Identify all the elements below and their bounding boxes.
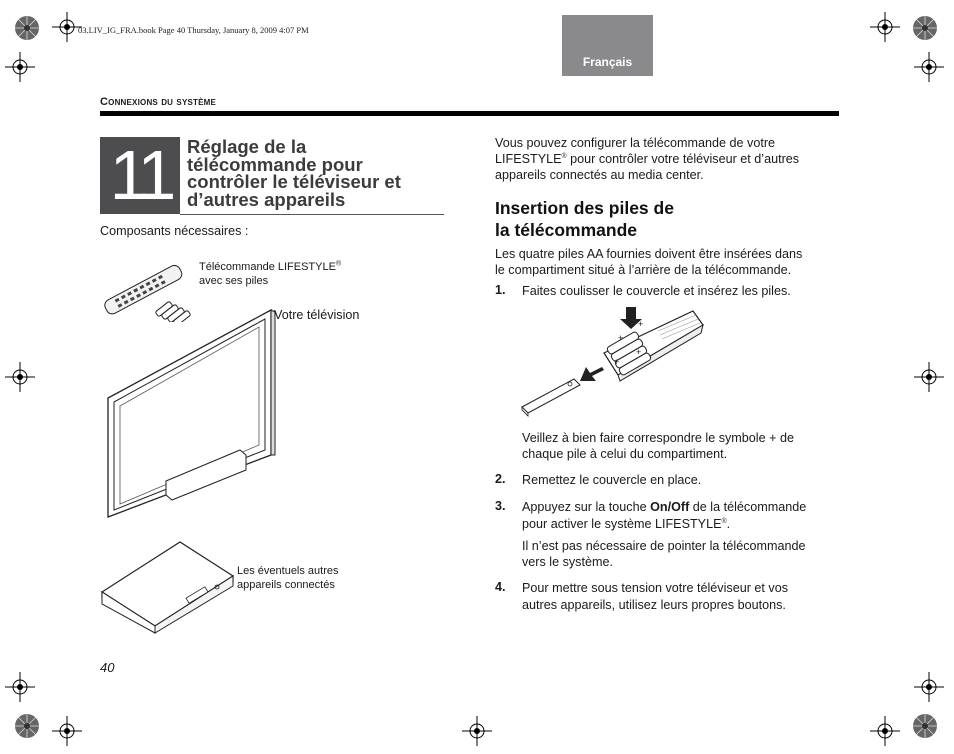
intro-paragraph: Vous pouvez configurer la télécommande de votre LIFESTYLE® pour contrôler votre téléviseur et d’autres appareils connectés au media center. bbox=[495, 136, 800, 182]
chapter-number: 11 bbox=[100, 137, 180, 214]
step-2-number: 2. bbox=[495, 472, 506, 486]
registration-mark-icon bbox=[870, 12, 900, 42]
devices-label: Les éventuels autres appareils connectés bbox=[237, 565, 339, 591]
registration-mark-icon bbox=[5, 52, 35, 82]
tv-label: Votre télévision bbox=[274, 308, 360, 322]
tv-illustration bbox=[100, 305, 285, 520]
registration-mark-icon bbox=[5, 672, 35, 702]
step-3-number: 3. bbox=[495, 499, 506, 513]
title-rule bbox=[180, 214, 444, 215]
step-1-number: 1. bbox=[495, 283, 506, 297]
step-1-note: Veillez à bien faire correspondre le symbole + de chaque pile à celui du compartiment. bbox=[522, 431, 794, 461]
step-4-text: Pour mettre sous tension votre téléviseur et vos autres appareils, utilisez leurs propres boutons. bbox=[522, 581, 788, 612]
color-target-icon bbox=[912, 15, 938, 41]
registration-mark-icon bbox=[914, 52, 944, 82]
svg-text:+: + bbox=[614, 357, 620, 367]
step-4-number: 4. bbox=[495, 580, 506, 594]
step-1-text: Faites coulisser le couvercle et insérez les piles. bbox=[522, 284, 791, 298]
color-target-icon bbox=[14, 713, 40, 739]
step-3-note: Il n’est pas nécessaire de pointer la télécommande vers le système. bbox=[522, 539, 806, 569]
section-header: Connexions du système bbox=[100, 96, 217, 108]
devices-illustration bbox=[100, 540, 236, 634]
svg-text:+: + bbox=[638, 319, 644, 329]
chapter-title: Réglage de la télécommande pour contrôler le téléviseur et d’autres appareils bbox=[187, 136, 401, 210]
registration-mark-icon bbox=[914, 362, 944, 392]
battery-insertion-illustration bbox=[518, 303, 708, 418]
registration-mark-icon bbox=[462, 716, 492, 746]
insertion-heading: Insertion des piles de la télécommande bbox=[495, 198, 674, 240]
color-target-icon bbox=[912, 713, 938, 739]
step-3-text: Appuyez sur la touche On/Off de la télécommande pour activer le système LIFESTYLE®. bbox=[522, 500, 807, 531]
registration-mark-icon bbox=[5, 362, 35, 392]
components-heading: Composants nécessaires : bbox=[100, 224, 249, 238]
language-tab-label: Français bbox=[582, 55, 633, 69]
page-number: 40 bbox=[100, 660, 115, 675]
header-rule bbox=[100, 111, 839, 116]
book-info: 03.LIV_IG_FRA.book Page 40 Thursday, January 8, 2009 4:07 PM bbox=[78, 25, 309, 35]
insertion-paragraph: Les quatre piles AA fournies doivent être insérées dans le compartiment situé à l’arrière de la télécommande. bbox=[495, 247, 803, 277]
registration-mark-icon bbox=[52, 716, 82, 746]
svg-text:+: + bbox=[636, 347, 642, 357]
registration-mark-icon bbox=[914, 672, 944, 702]
language-tab[interactable] bbox=[562, 15, 653, 76]
color-target-icon bbox=[14, 15, 40, 41]
svg-text:+: + bbox=[618, 333, 624, 343]
remote-label: Télécommande LIFESTYLE® avec ses piles bbox=[199, 260, 342, 287]
registration-mark-icon bbox=[870, 716, 900, 746]
step-2-text: Remettez le couvercle en place. bbox=[522, 473, 702, 487]
